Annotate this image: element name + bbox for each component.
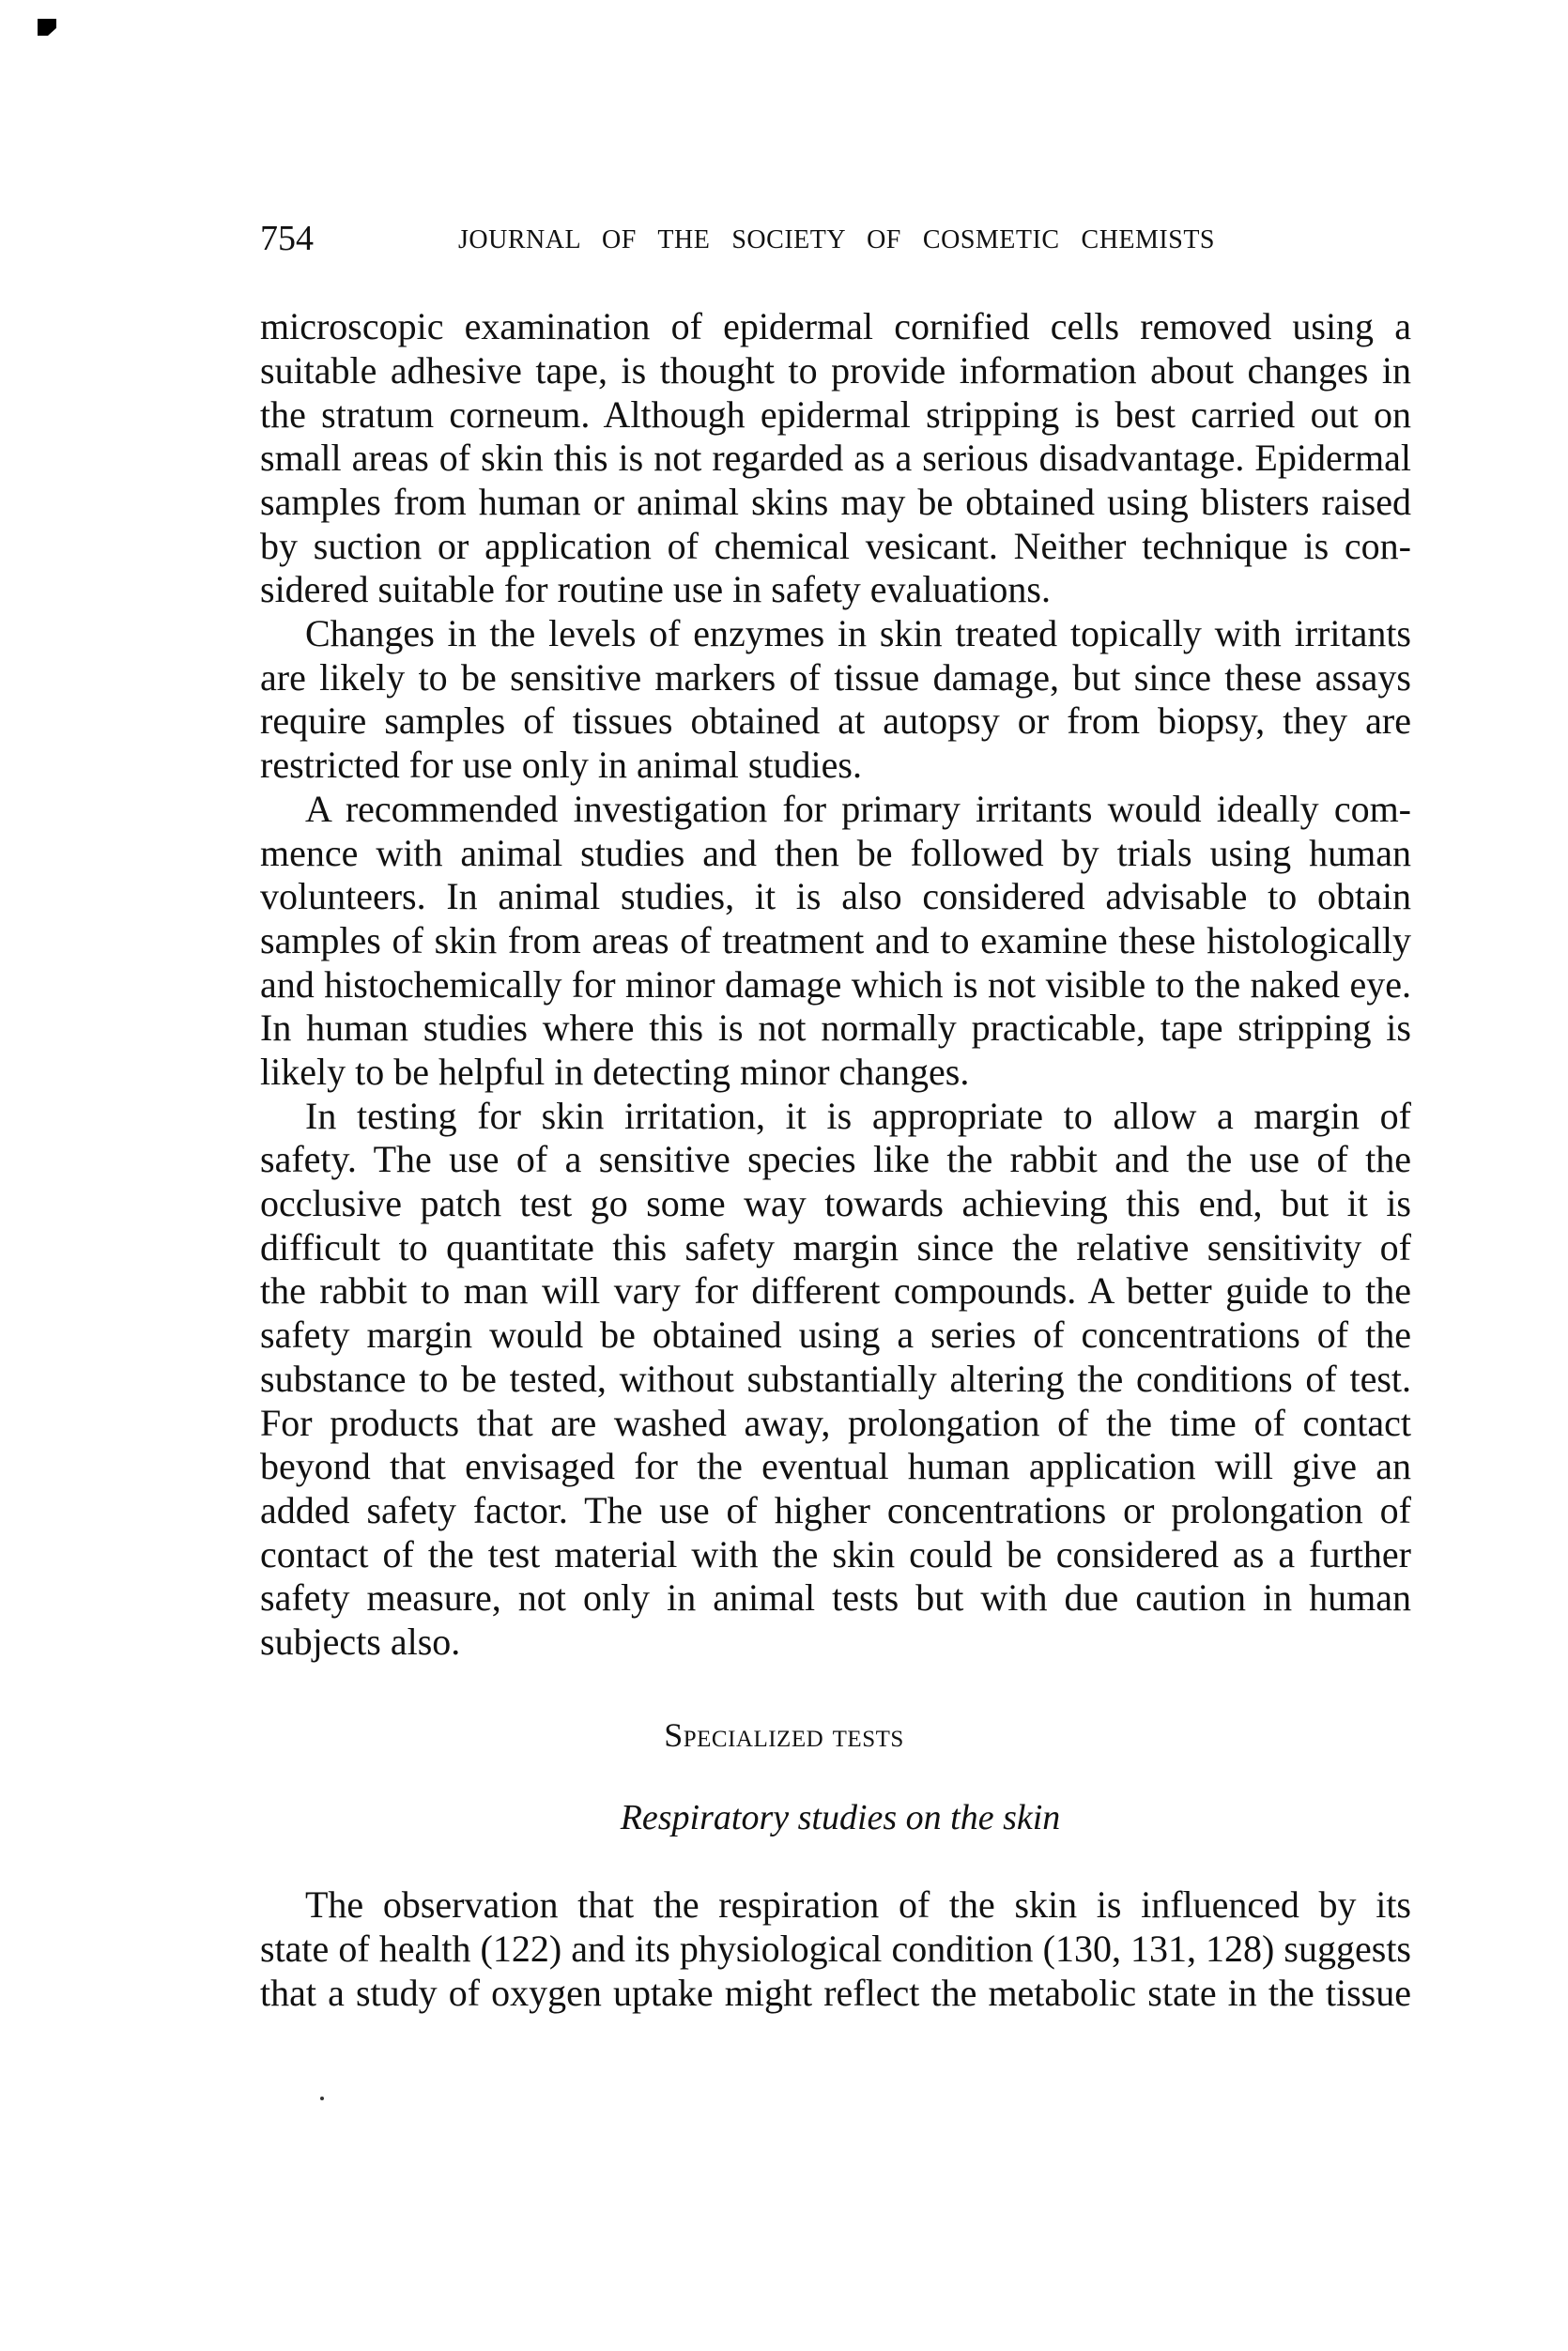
body-line: safety margin would be obtained using a series of concentrations of the: [260, 1314, 1411, 1356]
body-line: beyond that envisaged for the eventual human application will give an: [260, 1445, 1411, 1487]
subsection-heading: Respiratory studies on the skin: [620, 1798, 1061, 1837]
body-line: substance to be tested, without substantially altering the conditions of test.: [260, 1358, 1411, 1400]
body-line: samples from human or animal skins may be obtained using blisters raised: [260, 481, 1411, 523]
body-line: that a study of oxygen uptake might reflect the metabolic state in the tissue: [260, 1972, 1411, 2014]
body-line: the stratum corneum. Although epidermal stripping is best carried out on: [260, 393, 1411, 436]
body-line: sidered suitable for routine use in safety evaluations.: [260, 568, 1051, 610]
body-line: the rabbit to man will vary for different compounds. A better guide to the: [260, 1269, 1411, 1312]
body-line: likely to be helpful in detecting minor changes.: [260, 1051, 970, 1093]
body-line: mence with animal studies and then be followed by trials using human: [260, 832, 1411, 874]
body-line: added safety factor. The use of higher concentrations or prolongation of: [260, 1489, 1411, 1531]
body-line: microscopic examination of epidermal cornified cells removed using a: [260, 305, 1411, 347]
running-head: JOURNAL OF THE SOCIETY OF COSMETIC CHEMISTS: [458, 225, 1215, 254]
body-line: In testing for skin irritation, it is appropriate to allow a margin of: [305, 1095, 1411, 1137]
body-line: difficult to quantitate this safety margin since the relative sensitivity of: [260, 1226, 1411, 1268]
body-line: volunteers. In animal studies, it is also considered advisable to obtain: [260, 875, 1411, 917]
body-line: Changes in the levels of enzymes in skin treated topically with irritants: [305, 612, 1411, 654]
body-line: small areas of skin this is not regarded as a serious disadvantage. Epidermal: [260, 437, 1411, 479]
body-line: For products that are washed away, prolongation of the time of contact: [260, 1402, 1411, 1444]
body-line: samples of skin from areas of treatment and to examine these histologically: [260, 919, 1411, 961]
body-line: In human studies where this is not normally practicable, tape stripping is: [260, 1006, 1411, 1049]
body-line: suitable adhesive tape, is thought to provide information about changes in: [260, 349, 1411, 392]
body-line: occlusive patch test go some way towards achieving this end, but it is: [260, 1182, 1411, 1224]
scan-artifact-mark: [38, 19, 56, 36]
body-line: restricted for use only in animal studies.: [260, 744, 862, 786]
body-line: are likely to be sensitive markers of tissue damage, but since these assays: [260, 656, 1411, 699]
section-heading: Specialized tests: [664, 1716, 904, 1754]
page-number: 754: [260, 219, 314, 258]
body-line: The observation that the respiration of the skin is influenced by its: [305, 1883, 1411, 1926]
body-line: safety measure, not only in animal tests but with due caution in human: [260, 1576, 1411, 1619]
body-line: contact of the test material with the skin could be considered as a further: [260, 1533, 1411, 1575]
body-line: state of health (122) and its physiological condition (130, 131, 128) suggests: [260, 1928, 1411, 1970]
body-line: safety. The use of a sensitive species like the rabbit and the use of the: [260, 1138, 1411, 1180]
body-line: require samples of tissues obtained at autopsy or from biopsy, they are: [260, 699, 1411, 742]
body-line: A recommended investigation for primary irritants would ideally com-: [305, 788, 1411, 830]
body-line: by suction or application of chemical vesicant. Neither technique is con-: [260, 525, 1411, 567]
scan-speck: [320, 2097, 324, 2100]
body-line: subjects also.: [260, 1621, 461, 1663]
body-line: and histochemically for minor damage which is not visible to the naked eye.: [260, 963, 1411, 1006]
